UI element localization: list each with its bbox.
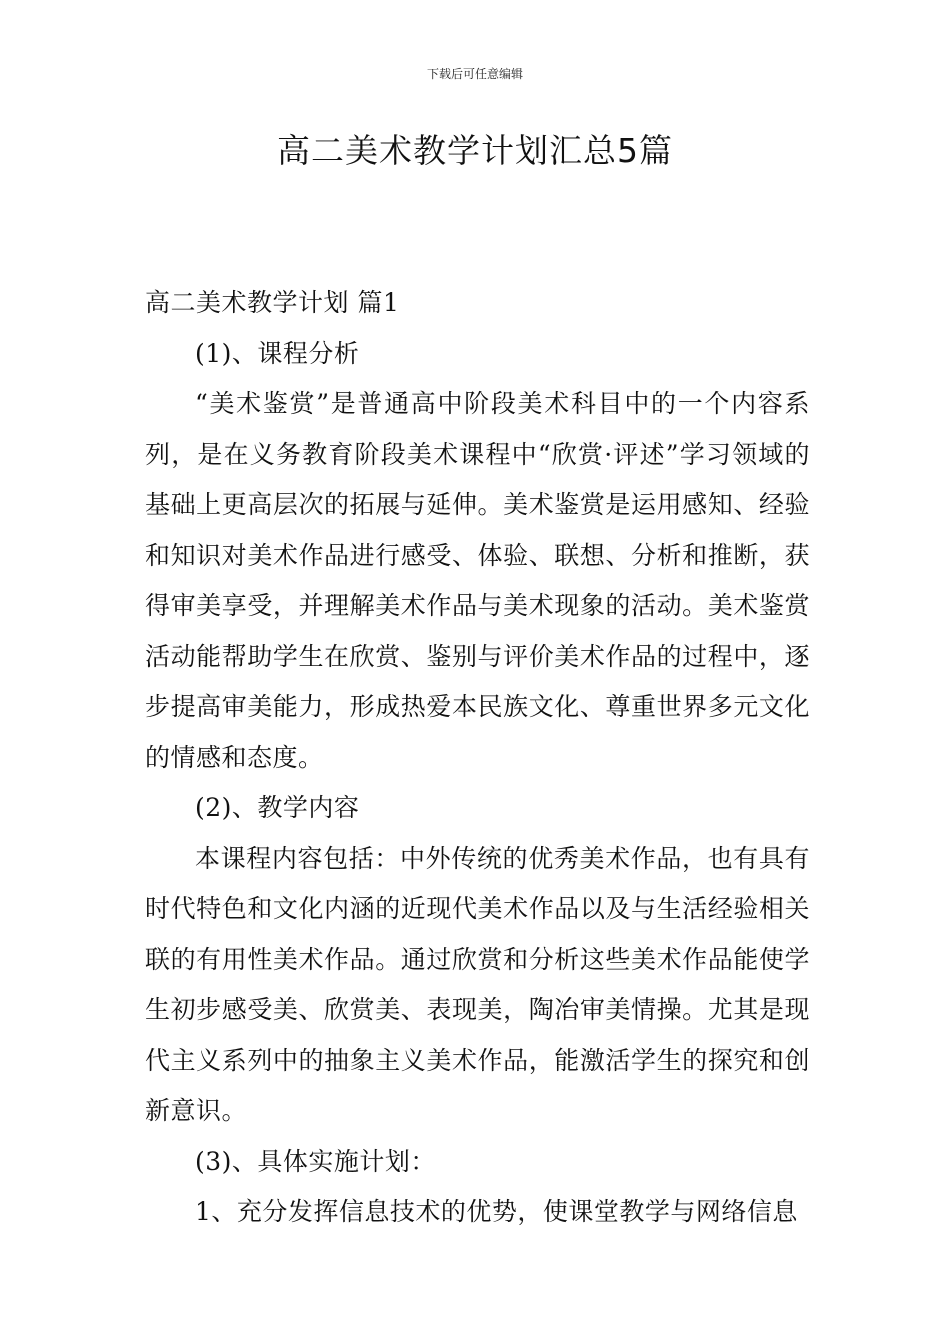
document-title: 高二美术教学计划汇总5篇 <box>277 131 673 170</box>
page-header-note: 下载后可任意编辑 <box>426 67 523 81</box>
paragraph-course-analysis: “美术鉴赏”是普通高中阶段美术科目中的一个内容系列，是在义务教育阶段美术课程中“欣赏·评述”学习领域的基础上更高层次的拓展与延伸。美术鉴赏是运用感知、经验和知识对美术作品进行感受、体验、联想、分析和推断，获得审美享受，并理解美术作品与美术现象的活动。美术鉴赏活动能帮助学生在欣赏、鉴别与评价美术作品的过程中，逐步提高审美能力，形成热爱本民族文化、尊重世界多元文化的情感和态度。 <box>145 389 810 772</box>
section-heading-implementation-plan: (3)、具体实施计划： <box>195 1146 436 1176</box>
section-heading-teaching-content: (2)、教学内容 <box>195 793 360 822</box>
paragraph-teaching-content: 本课程内容包括：中外传统的优秀美术作品，也有具有时代特色和文化内涵的近现代美术作品以及与生活经验相关联的有用性美术作品。通过欣赏和分析这些美术作品能使学生初步感受美、欣赏美、表现美，陶冶审美情操。尤其是现代主义系列中的抽象主义美术作品，能激活学生的探究和创新意识。 <box>145 843 810 1125</box>
document-body <box>145 278 810 1238</box>
section-heading-course-analysis: (1)、课程分析 <box>195 338 360 368</box>
paragraph-implementation-item-1: 1、充分发挥信息技术的优势，使课堂教学与网络信息 <box>195 1197 798 1226</box>
document-subtitle: 高二美术教学计划 篇1 <box>145 288 400 317</box>
